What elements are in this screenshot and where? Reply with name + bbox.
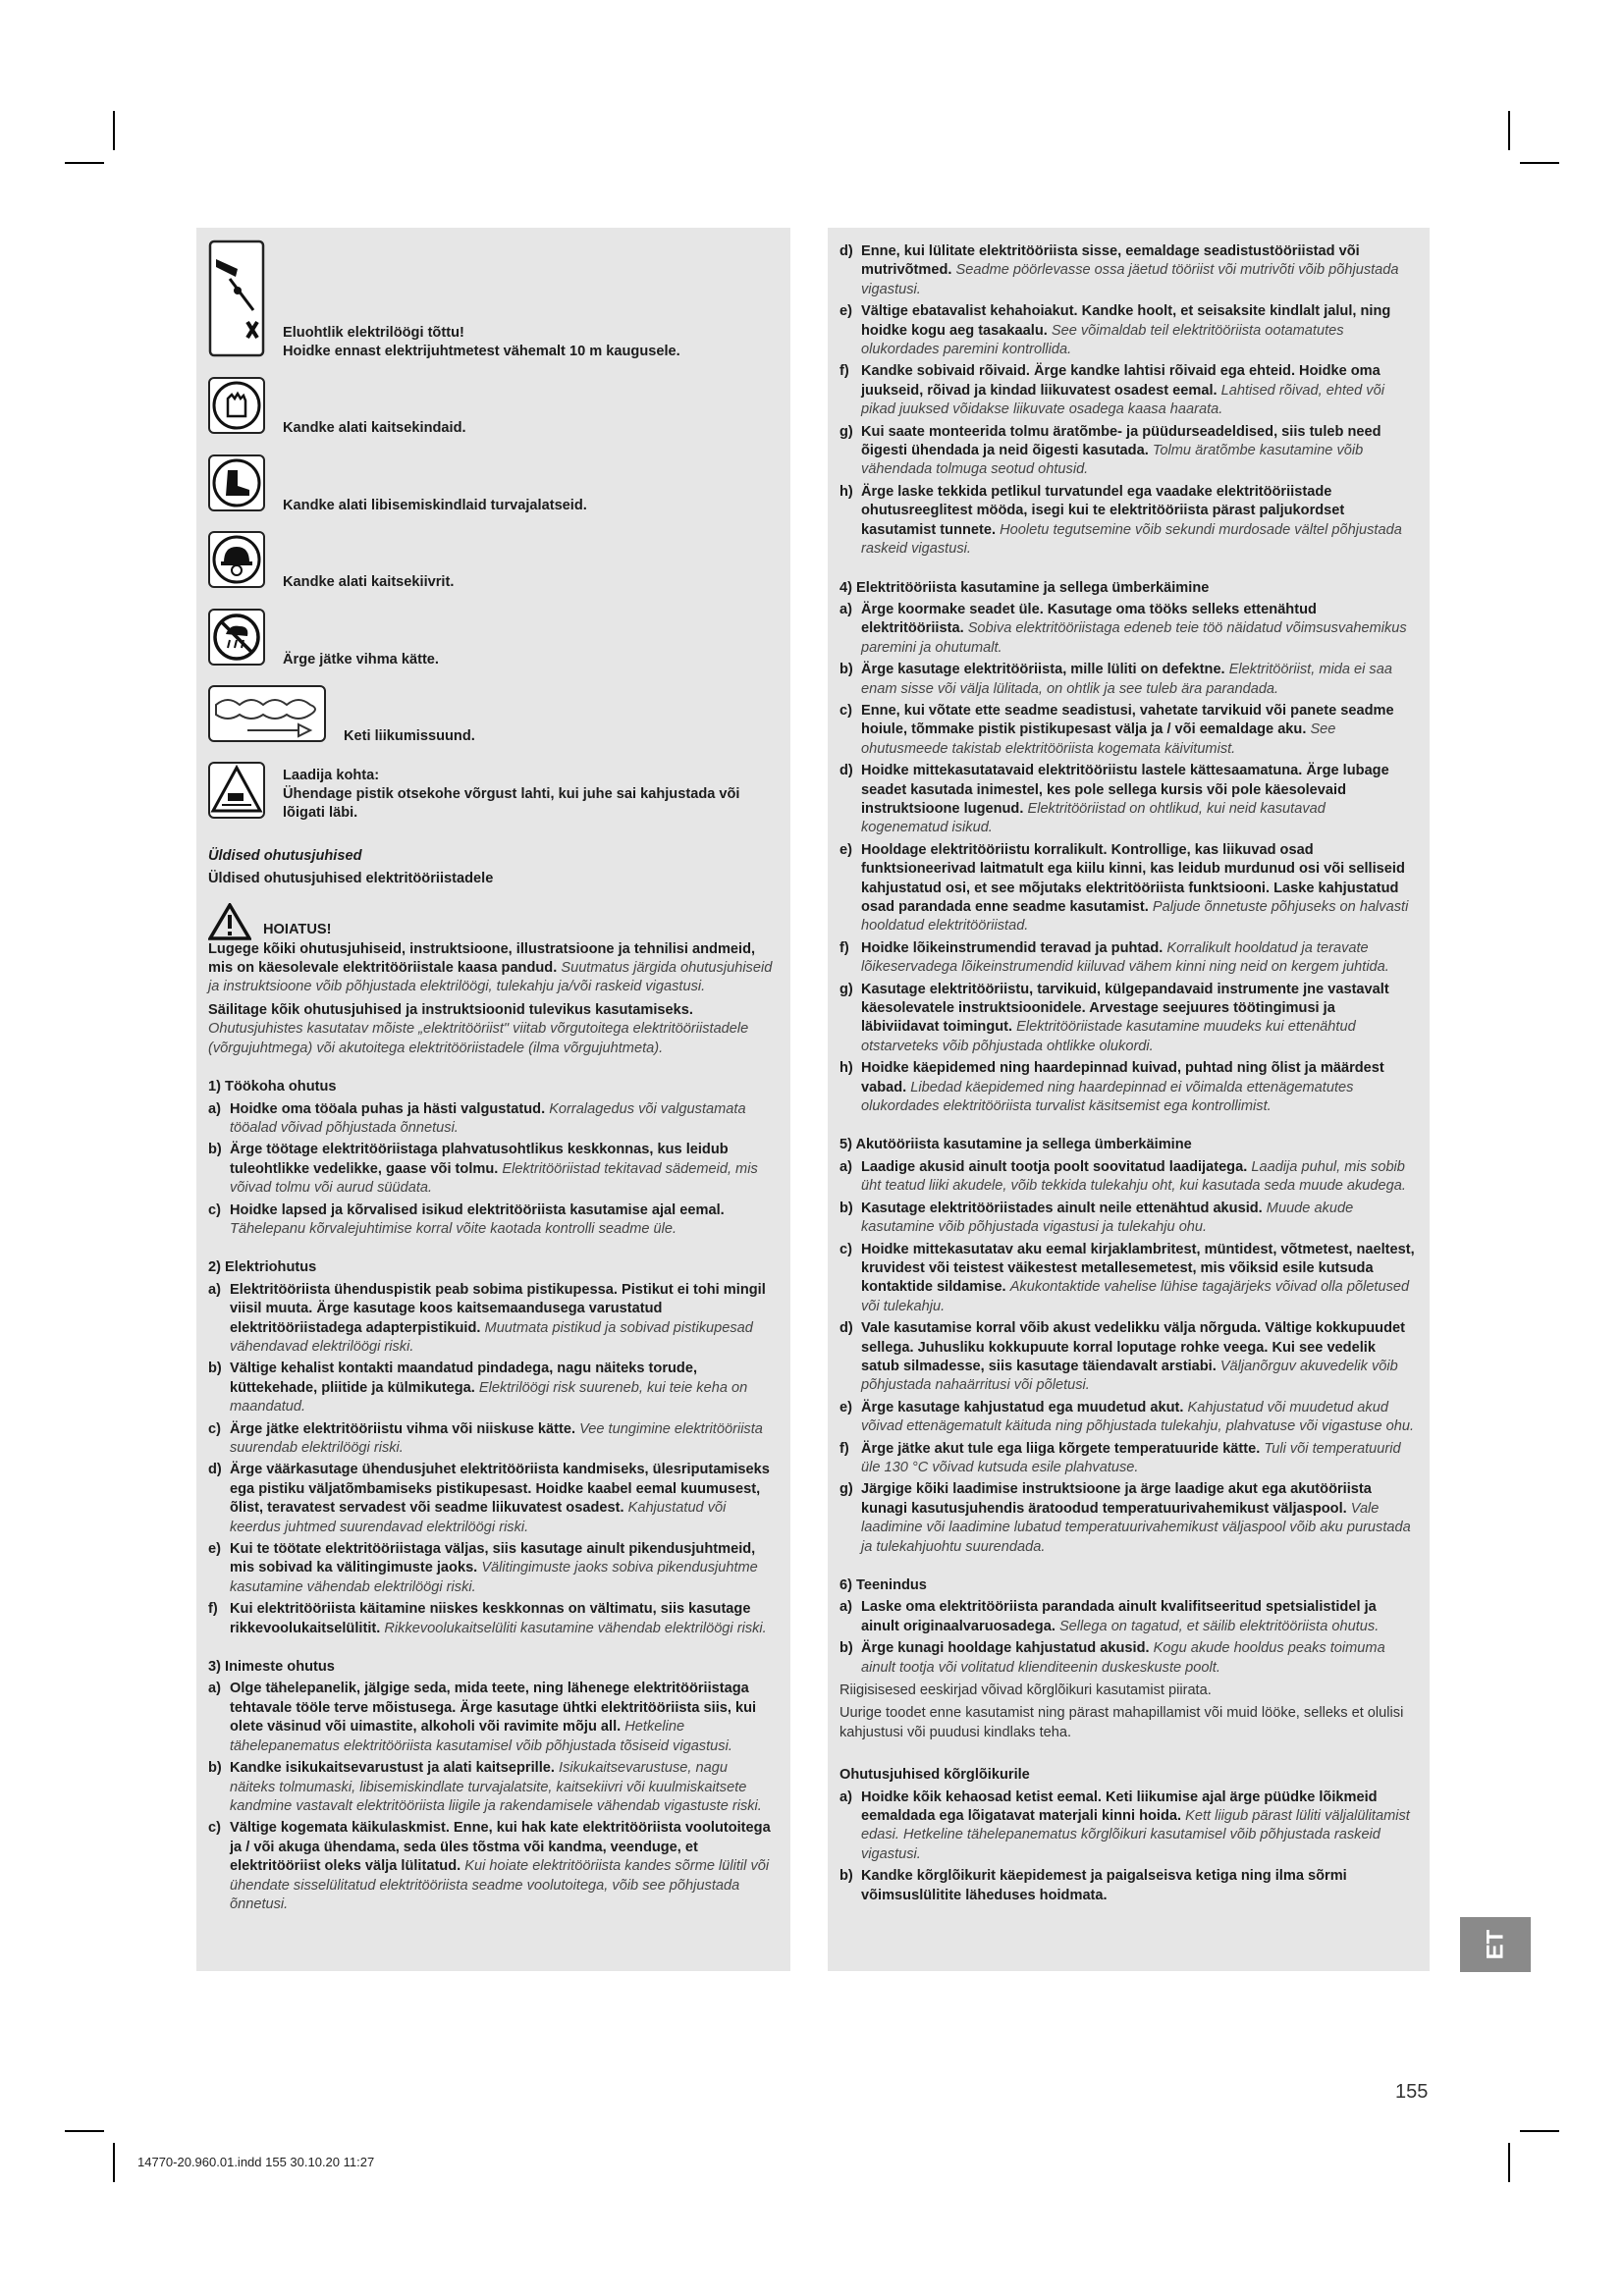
warning-triangle-icon (208, 903, 251, 940)
list-item (839, 1639, 1416, 1678)
list-item (839, 1789, 1416, 1865)
keep-italic: Ohutusjuhistes kasutatav mõiste „elektritööriist" viitab võrgutoitega elektritööriistadele (võrgujuhtmega) või akutoitega elektritööriistadele (ilma võrgujuhtmeta). (208, 1021, 749, 1056)
item-bold: Järgige kõiki laadimise instruktsioone ja ärge laadige akut ega akutööriista kunagi kasutusjuhendis äratoodud temperatuurivahemikust väljaspool. (861, 1481, 1372, 1517)
right-column (828, 228, 1430, 1971)
item-label: e) (839, 841, 852, 858)
item-bold: Ärge laske tekkida petlikul turvatundel ega vaadake elektritööriistade ohutusreeglitest mööda, isegi kui te elektritööriista pärast paljukordset kasutamist tunnete. (861, 483, 1345, 538)
list-item (839, 981, 1416, 1057)
item-label: e) (208, 1541, 221, 1558)
list-item (839, 483, 1416, 560)
left-sections (208, 1078, 777, 1914)
item-label: b) (839, 1868, 853, 1885)
item-italic: Korralagedus või valgustamata tööalad võivad põhjustada õnnetusi. (230, 1100, 746, 1136)
item-bold: Hooldage elektritööriistu korralikult. Kontrollige, kas liikuvad osad funktsioneerivad laitmatult ega kiilu kinni, kas leidub murdunud osi või selliseid kahjustatud osi, et see mõjutaks elektritööriista funktsiooni. Laske kahjustatud osad parandada enne seadme kasutamist. (861, 841, 1405, 915)
symbol-line: Laadija kohta: (283, 767, 380, 783)
item-bold: Kandke isikukaitsevarustust ja alati kaitseprille. (230, 1760, 555, 1777)
section-heading: 5) Akutööriista kasutamine ja sellega ümberkäimine (839, 1137, 1192, 1153)
right-sections (839, 579, 1416, 1679)
list-item (839, 1399, 1416, 1437)
list-item (208, 1420, 777, 1459)
item-label: b) (839, 1200, 853, 1216)
item-body (230, 1360, 777, 1416)
item-body (861, 601, 1416, 658)
list-item (839, 601, 1416, 658)
item-body (861, 841, 1416, 936)
item-body (861, 1480, 1416, 1557)
safety-boots-icon (208, 454, 265, 517)
item-label: f) (839, 1440, 849, 1457)
item-body (861, 939, 1416, 978)
item-label: a) (208, 1100, 221, 1117)
item-italic: Vale laadimine või laadimine lubatud temperatuurivahemikust väljaspool võib aku purustada ja tulekahjuohtu suurendada. (861, 1500, 1411, 1555)
item-bold: Ärge jätke elektritööriistu vihma või niiskuse kätte. (230, 1420, 575, 1437)
item-body (230, 1461, 777, 1537)
list-item (839, 762, 1416, 838)
item-italic: Elektritööriistad tekitavad sädemeid, mis võivad tolmu või aurud süüdata. (230, 1160, 758, 1197)
no-rain-icon (208, 609, 265, 671)
item-italic: Libedad käepidemed ning haardepinnad ei võimalda ettenägematutes olukordades elektritööriista turvalist käsitsemist ega kontrollimist. (861, 1079, 1354, 1115)
item-body (230, 1819, 777, 1914)
electric-line-warning-icon (208, 240, 265, 363)
item-body (861, 1059, 1416, 1116)
list-item (208, 1141, 777, 1198)
list-item (839, 702, 1416, 759)
item-label: a) (839, 601, 852, 617)
item-body (230, 1201, 777, 1240)
item-bold: Hoidke lõikeinstrumendid teravad ja puhtad. (861, 939, 1164, 956)
item-italic: Tuli või temperatuurid üle 130 °C võivad kutsuda esile plahvatuse. (861, 1440, 1401, 1475)
symbol-row (208, 377, 777, 440)
item-body (861, 1200, 1416, 1238)
symbol-text (283, 497, 587, 515)
item-bold: Ärge väärkasutage ühendusjuhet elektritööriista kandmiseks, ülesriputamiseks ega pistiku väljatõmbamiseks pistikupesast. Hoidke kaabel eemal kuumusest, õlist, teravatest servadest või seadme liikuvatest osadest. (230, 1462, 770, 1517)
list-item (208, 1600, 777, 1638)
item-bold: Ärge kunagi hooldage kahjustatud akusid. (861, 1640, 1150, 1657)
item-bold: Ärge koormake seadet üle. Kasutage oma tööks selleks ettenähtud elektritööriista. (861, 601, 1317, 637)
chain-direction-icon (208, 685, 326, 748)
item-italic: Kui hoiate elektritööriista kandes sõrme lülitil või ühendate sisselülitatud elektritööriista seadme voolutoitega, võib see põhjustada õnnetusi. (230, 1858, 770, 1912)
item-italic: Laadija puhul, mis sobib üht teatud liiki akudele, võib tekkida tulekahju oht, kui kasutada seda muude akudega. (861, 1158, 1406, 1195)
item-italic: See ohutusmeede takistab elektritööriista kogemata käivitumist. (861, 721, 1336, 757)
list-item (839, 1440, 1416, 1478)
item-label: b) (839, 1640, 853, 1657)
list-item (839, 1158, 1416, 1197)
pole-items (839, 1789, 1416, 1905)
symbol-row (208, 531, 777, 594)
item-label: b) (208, 1142, 222, 1158)
item-body (230, 1759, 777, 1816)
item-italic: Korralikult hooldatud ja teravate lõikeservadega lõikeinstrumendid kiiluvad vähem kinni ning neid on kergem juhtida. (861, 939, 1389, 976)
section-heading: 3) Inimeste ohutus (208, 1659, 335, 1676)
item-body (230, 1420, 777, 1459)
list-item (208, 1461, 777, 1537)
symbol-row (208, 762, 777, 825)
item-italic: Hetkeline tähelepanematus elektritööriista kasutamisel võib põhjustada tõsiseid vigastusi. (230, 1719, 732, 1754)
page-number: 155 (1395, 2081, 1429, 2103)
item-italic: See võimaldab teil elektritööriista ootamatutes olukordades paremini kontrollida. (861, 322, 1344, 358)
list-item (208, 1281, 777, 1358)
list-item (208, 1360, 777, 1416)
symbol-row (208, 240, 777, 363)
item-body (861, 1319, 1416, 1396)
item-body (230, 1281, 777, 1358)
item-bold: Ärge jätke akut tule ega liiga kõrgete temperatuuride kätte. (861, 1440, 1261, 1457)
item-label: a) (208, 1281, 221, 1298)
item-body (861, 1598, 1416, 1636)
item-label: h) (839, 483, 853, 500)
symbol-text (283, 767, 777, 824)
item-bold: Kasutage elektritööriistu, tarvikuid, külgepandavaid instrumente jne vastavalt käesolevatele instruktsioonidele. Arvestage seejuures töötingimusi ja läbiviidavat toimingut. (861, 981, 1389, 1036)
item-label: c) (839, 702, 852, 719)
item-italic: Elektrilöögi risk suureneb, kui teie keha on maandatud. (230, 1379, 748, 1415)
item-bold: Enne, kui võtate ette seadme seadistusi, vahetate tarvikuid või panete seadme hoiule, tõmmake pistik pistikupesast välja ja / või eemaldage aku. (861, 702, 1394, 738)
item-label: g) (839, 1481, 853, 1498)
item-bold: Vältige ebatavalist kehahoiakut. Kandke hoolt, et seisaksite kindlalt jalul, ning hoidke kogu aeg tasakaalu. (861, 303, 1391, 339)
item-label: g) (839, 423, 853, 440)
item-label: d) (839, 243, 853, 259)
item-bold: Hoidke oma tööala puhas ja hästi valgustatud. (230, 1100, 546, 1117)
symbol-text (283, 324, 680, 362)
section-heading: 1) Töökoha ohutus (208, 1079, 337, 1095)
item-body (230, 1680, 777, 1756)
item-bold: Ärge kasutage elektritööriista, mille lüliti on defektne. (861, 662, 1225, 678)
item-label: d) (839, 1320, 853, 1337)
list-item (839, 302, 1416, 359)
item-label: c) (208, 1420, 221, 1437)
list-item (839, 1200, 1416, 1238)
item-label: c) (208, 1201, 221, 1218)
warning-label: HOIATUS! (263, 922, 332, 938)
item-label: b) (208, 1361, 222, 1377)
symbol-line: Kandke alati libisemiskindlaid turvajalatseid. (283, 497, 587, 513)
symbol-text (283, 573, 454, 592)
item-italic: Vee tungimine elektritööriista suurendab elektrilöögi riski. (230, 1420, 763, 1456)
item-body (861, 1867, 1416, 1905)
list-item (208, 1201, 777, 1240)
list-item (208, 1540, 777, 1597)
item-label: f) (839, 363, 849, 380)
item-label: e) (839, 303, 852, 320)
item-bold: Hoidke käepidemed ning haardepinnad kuivad, puhtad ning õlist ja määrdest vabad. (861, 1060, 1384, 1095)
symbol-row (208, 454, 777, 517)
item-body (861, 423, 1416, 480)
item-body (861, 1158, 1416, 1197)
symbol-line-2: Ühendage pistik otsekohe võrgust lahti, kui juhe sai kahjustada või lõigati läbi. (283, 786, 740, 822)
item-italic: Kogu akude hooldus peaks toimuma ainult tootja või volitatud klienditeenin duskeskuste poolt. (861, 1640, 1385, 1676)
item-body (230, 1540, 777, 1597)
item-body (861, 242, 1416, 299)
item-italic: Rikkevoolukaitselüliti kasutamine vähendab elektrilöögi riski. (384, 1620, 767, 1636)
item-bold: Kui elektritööriista käitamine niiskes keskkonnas on vältimatu, siis kasutage rikkevoolukaitselülitit. (230, 1601, 751, 1636)
item-italic: Lahtised rõivad, ehted või pikad juuksed võidakse liikuvate osadega kaasa haarata. (861, 382, 1384, 418)
item-bold: Kui te töötate elektritööriistaga väljas, siis kasutage ainult pikendusjuhtmeid, mis sobivad ka välitingimuste jaoks. (230, 1541, 756, 1576)
item-label: b) (839, 662, 853, 678)
item-bold: Olge tähelepanelik, jälgige seda, mida teete, ning lähenege elektritööriistaga tehtavale tööle terve mõistusega. Ärge kasutage ühtki elektritööriista siis, kui olete väsinud või uimastite, alkoholi või ravimite mõju all. (230, 1681, 757, 1735)
list-item (208, 1819, 777, 1914)
item-bold: Vältige kehalist kontakti maandatud pindadega, nagu näiteks torude, küttekehade, pliitide ja külmikutega. (230, 1361, 698, 1396)
warn-bold: Lugege kõiki ohutusjuhiseid, instruktsioone, illustratsioone ja tehnilisi andmeid, mis on käesolevale elektritööriistale kaasa pandud. (208, 940, 756, 977)
item-label: f) (208, 1601, 218, 1618)
item-body (230, 1100, 777, 1139)
item-label: a) (839, 1789, 852, 1805)
item-italic: Tolmu äratõmbe kasutamine võib vähendada tolmuga seotud ohtusid. (861, 443, 1364, 478)
item-italic: Sobiva elektritööriistaga edeneb teie töö näidatud võimsusvahemikus paremini ja ohutumalt. (861, 620, 1407, 656)
item-bold: Vale kasutamise korral võib akust vedelikku välja nõrguda. Vältige kokkupuudet sellega. Juhusliku kokkupuute korral loputage rohke veega. Kui see vedelik satub silmadesse, siis kasutage täiendavalt arstiabi. (861, 1320, 1405, 1374)
item-body (861, 661, 1416, 699)
list-item (839, 1059, 1416, 1116)
item-label: d) (839, 763, 853, 779)
item-body (230, 1600, 777, 1638)
item-italic: Sellega on tagatud, et säilib elektritööriista ohutus. (1058, 1618, 1380, 1634)
pole-heading: Ohutusjuhised kõrglõikurile (839, 1767, 1030, 1784)
symbol-line: Kandke alati kaitsekindaid. (283, 420, 466, 437)
list-item (839, 1867, 1416, 1905)
item-label: c) (208, 1820, 221, 1837)
item-italic: Väljanõrguv akuvedelik võib põhjustada nahaärritusi või põletusi. (861, 1358, 1398, 1394)
warning-block (208, 903, 777, 940)
item-italic: Kett liigub pärast lüliti väljalülitamist edasi. Hetkeline tähelepanematus kõrglõikuri kasutamisel võib põhjustada raskeid vigastusi. (861, 1808, 1410, 1862)
symbol-row (208, 609, 777, 671)
item-bold: Kandke sobivaid rõivaid. Ärge kandke lahtisi rõivaid ega ehteid. Hoidke oma juukseid, rõivad ja kindad liikuvatest osadest eemal. (861, 363, 1380, 399)
symbol-text (283, 419, 466, 438)
list-item (839, 939, 1416, 978)
item-label: g) (839, 981, 853, 997)
language-tab: ET (1460, 1917, 1531, 1972)
item-bold: Enne, kui lülitate elektritööriista sisse, eemaldage seadistustööriistad või mutrivõtmed. (861, 243, 1360, 279)
symbol-line: Kandke alati kaitsekiivrit. (283, 574, 455, 591)
continued-items (839, 242, 1416, 560)
list-item (839, 1241, 1416, 1317)
section-heading: 6) Teenindus (839, 1577, 927, 1593)
symbol-text (283, 651, 439, 669)
item-italic: Seadme pöörlevasse ossa jäetud tööriist või mutrivõti võib põhjustada vigastusi. (861, 262, 1399, 297)
note-inspect: Uurige toodet enne kasutamist ning pärast mahapillamist või muid lööke, selleks et olulisi kahjustusi või puudusi kindlaks teha. (839, 1705, 1404, 1740)
item-body (861, 1639, 1416, 1678)
item-label: d) (208, 1462, 222, 1478)
item-label: e) (839, 1399, 852, 1415)
item-italic: Välitingimuste jaoks sobiva pikendusjuhtme kasutamine vähendab elektrilöögi riski. (230, 1560, 758, 1595)
item-bold: Hoidke kõik kehaosad ketist eemal. Keti liikumise ajal ärge püüdke lõikmeid eemaldada ega lõigatavat materjali kinni hoida. (861, 1789, 1378, 1825)
gloves-icon (208, 377, 265, 440)
charger-warning-icon (208, 762, 265, 825)
item-bold: Hoidke mittekasutatavaid elektritööriistu lastele kättesaamatuna. Ärge lubage seadet kasutada inimestel, kes pole sellega kursis või pole käesolevaid instruktsioone lugenud. (861, 763, 1389, 817)
list-item (839, 242, 1416, 299)
item-body (861, 981, 1416, 1057)
helmet-icon (208, 531, 265, 594)
item-italic: Muude akude kasutamine võib põhjustada vigastusi ja tulekahju ohu. (861, 1200, 1354, 1236)
symbol-text (344, 727, 475, 746)
item-bold: Kui saate monteerida tolmu äratõmbe- ja püüdurseadeldised, siis tuleb need õigesti ühendada ja neid õigesti kasutada. (861, 423, 1381, 459)
item-italic: Elektritööriistade kasutamine muudeks kui ettenähtud otstarveteks võib põhjustada ohtlikke olukordi. (861, 1019, 1356, 1054)
item-body (861, 1241, 1416, 1317)
item-italic: Hooletu tegutsemine võib sekundi murdosade vältel põhjustada raskeid vigastusi. (861, 521, 1402, 558)
warn-italic: Suutmatus järgida ohutusjuhiseid ja instruktsioone võib põhjustada elektrilöögi, tulekahju ja/või raskeid vigastusi. (208, 960, 773, 995)
item-italic: Kahjustatud või muudetud akud võivad ettenägematult käituda ning põhjustada tulekahju, plahvatuse või vigastuse ohu. (861, 1399, 1415, 1435)
symbol-line: Keti liikumissuund. (344, 728, 475, 745)
list-item (839, 423, 1416, 480)
list-item (839, 841, 1416, 936)
keep-bold: Säilitage kõik ohutusjuhised ja instruktsioonid tulevikus kasutamiseks. (208, 1001, 693, 1018)
list-item (208, 1680, 777, 1756)
item-italic: Elektritööriist, mida ei saa enam sisse või välja lülitada, on ohtlik ja see tuleb ära parandada. (861, 662, 1392, 697)
section-heading: 4) Elektritööriista kasutamine ja sellega ümberkäimine (839, 579, 1210, 596)
item-italic: Isikukaitsevarustuse, nagu näiteks tolmumaski, libisemiskindlate turvajalatsite, kaitsekiivri või kuulmiskaitsete kandmine vastavalt elektritööriista liigile ja rakendamisele vähendab vigastuste riski. (230, 1760, 762, 1814)
list-item (839, 362, 1416, 419)
symbol-row (208, 685, 777, 748)
item-body (861, 483, 1416, 560)
general-title: Üldised ohutusjuhised (208, 847, 362, 864)
list-item (839, 1480, 1416, 1557)
item-italic: Tähelepanu kõrvalejuhtimise korral võite kaotada kontrolli seadme üle. (230, 1220, 677, 1237)
list-item (839, 1319, 1416, 1396)
item-bold: Ärge kasutage kahjustatud ega muudetud akut. (861, 1399, 1184, 1415)
item-bold: Ärge töötage elektritööriistaga plahvatusohtlikus keskkonnas, kus leidub tuleohtlikke vedelikke, gaase või tolmu. (230, 1142, 729, 1177)
list-item (208, 1100, 777, 1139)
item-body (861, 302, 1416, 359)
item-bold: Laske oma elektritööriista parandada ainult kvalifitseeritud spetsialistidel ja ainult originaalvaruosadega. (861, 1599, 1377, 1634)
list-item (208, 1759, 777, 1816)
item-bold: Hoidke mittekasutatav aku eemal kirjaklambritest, müntidest, võtmetest, naeltest, kruvidest või teistest väikestest metallesemetest, mis võiksid esile kutsuda kontaktide sildamise. (861, 1241, 1415, 1296)
item-bold: Elektritööriista ühenduspistik peab sobima pistikupessa. Pistikut ei tohi mingil viisil muuta. Ärge kasutage koos kaitsemaandusega varustatud elektritööriistadega adapterpistikuid. (230, 1281, 766, 1336)
item-body (230, 1141, 777, 1198)
section-heading: 2) Elektriohutus (208, 1259, 317, 1276)
item-body (861, 762, 1416, 838)
item-bold: Vältige kogemata käikulaskmist. Enne, kui hak kate elektritööriista voolutoitega ja / või akuga ühendama, seda üles tõstma või kandma, veenduge, et elektritööriist oleks välja lülitatud. (230, 1820, 771, 1875)
item-bold: Laadige akusid ainult tootja poolt soovitatud laadijatega. (861, 1158, 1248, 1175)
item-body (861, 362, 1416, 419)
item-body (861, 1399, 1416, 1437)
note-regulations: Riigisisesed eeskirjad võivad kõrglõikuri kasutamist piirata. (839, 1682, 1212, 1699)
list-item (839, 1598, 1416, 1636)
item-label: a) (208, 1681, 221, 1697)
item-label: h) (839, 1060, 853, 1077)
item-bold: Hoidke lapsed ja kõrvalised isikud elektritööriista kasutamise ajal eemal. (230, 1201, 725, 1218)
item-body (861, 702, 1416, 759)
item-bold: Kandke kõrglõikurit käepidemest ja paigalseisva ketiga ning ilma sõrmi võimsuslülitite läheduses hoidmata. (861, 1868, 1347, 1903)
item-label: a) (839, 1599, 852, 1616)
symbol-list (208, 240, 777, 826)
item-italic: Kahjustatud või keerdus juhtmed suurendavad elektrilöögi riski. (230, 1500, 727, 1535)
item-body (861, 1440, 1416, 1478)
item-label: c) (839, 1241, 852, 1257)
item-italic: Muutmata pistikud ja sobivad pistikupesad vähendavad elektrilöögi riski. (230, 1319, 753, 1355)
item-body (861, 1789, 1416, 1865)
item-label: f) (839, 939, 849, 956)
item-italic: Paljude õnnetuste põhjuseks on halvasti hooldatud elektritööriistad. (861, 899, 1409, 934)
item-bold: Kasutage elektritööriistades ainult neile ettenähtud akusid. (861, 1200, 1263, 1216)
left-column (196, 228, 790, 1971)
item-italic: Elektritööriistad on ohtlikud, kui neid kasutavad kogenematud isikud. (861, 800, 1326, 836)
symbol-line-2: Hoidke ennast elektrijuhtmetest vähemalt 10 m kaugusele. (283, 344, 680, 359)
item-label: b) (208, 1760, 222, 1777)
item-italic: Akukontaktide vahelise lühise tagajärjeks võivad olla põletused või tulekahju. (861, 1279, 1410, 1314)
general-subtitle: Üldised ohutusjuhised elektritööriistadele (208, 871, 494, 887)
symbol-line: Ärge jätke vihma kätte. (283, 651, 439, 667)
list-item (839, 661, 1416, 699)
print-footer: 14770-20.960.01.indd 155 30.10.20 11:27 (137, 2155, 375, 2169)
item-label: a) (839, 1158, 852, 1175)
symbol-line: Eluohtlik elektrilöögi tõttu! (283, 324, 464, 341)
